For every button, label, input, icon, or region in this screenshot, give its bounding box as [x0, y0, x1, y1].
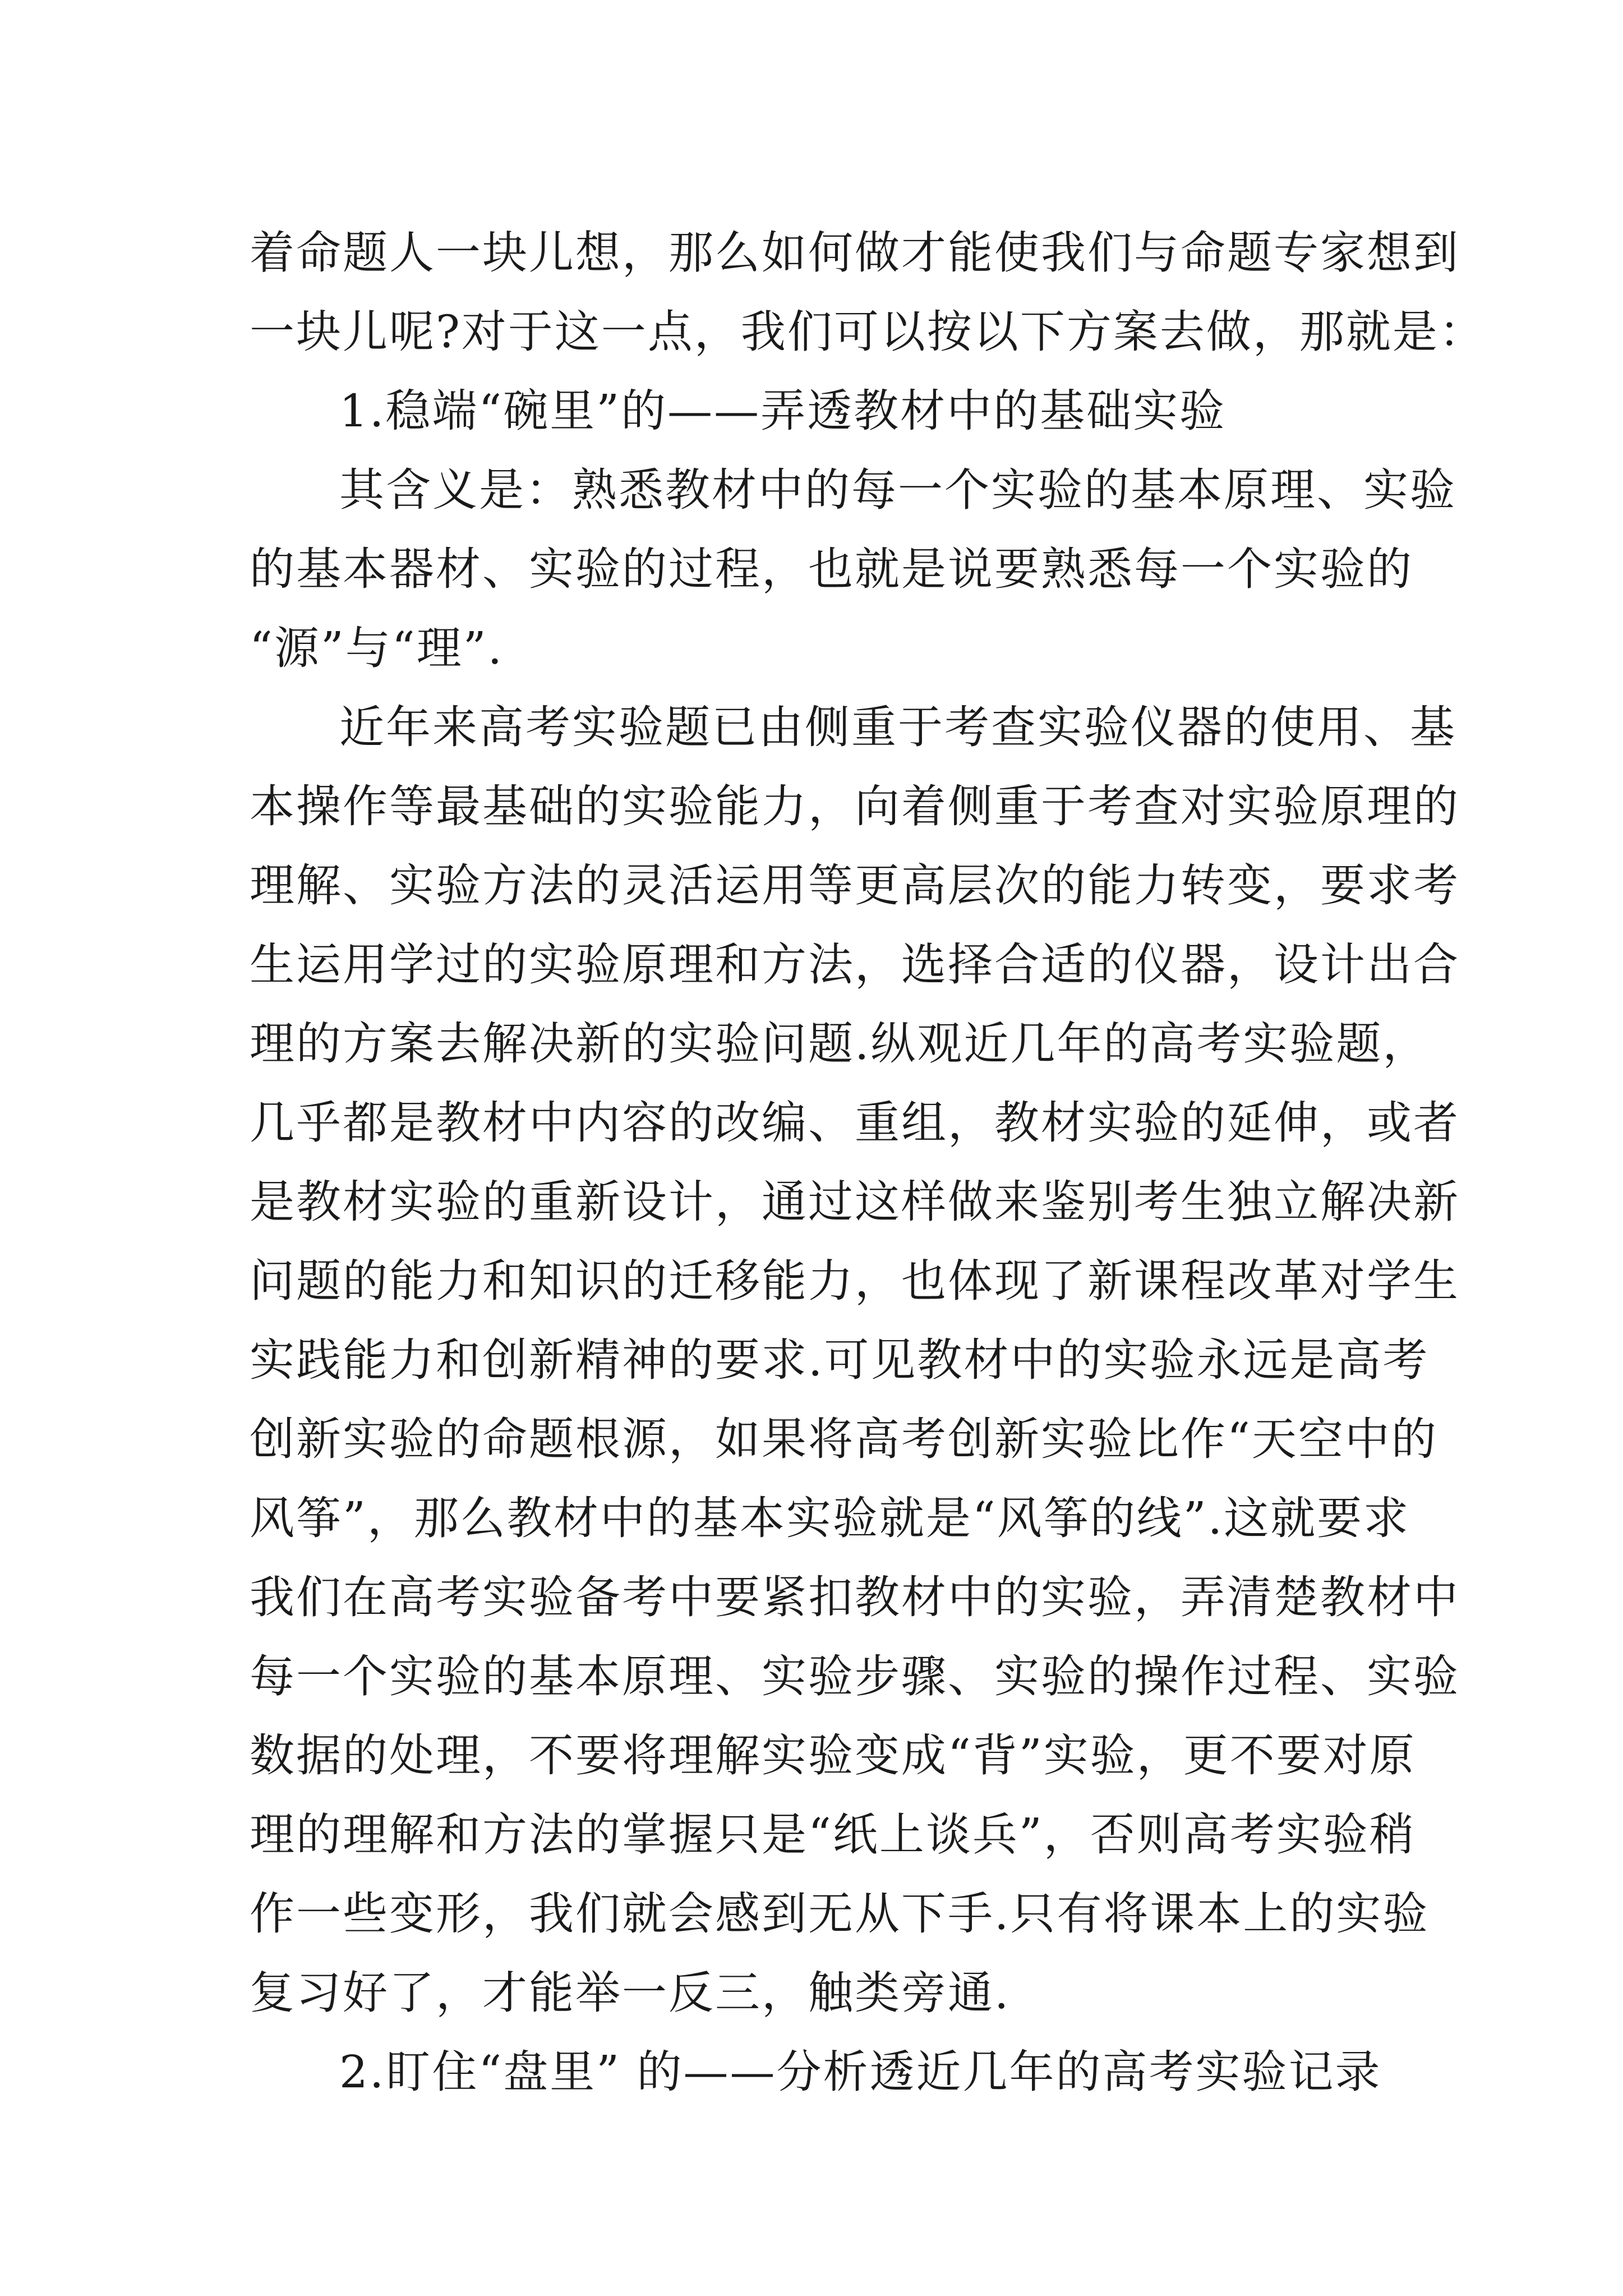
body-text [250, 213, 1486, 2111]
text-line: 问题的能力和知识的迁移能力，也体现了新课程改革对学生 [250, 1255, 1460, 1307]
text-line: 创新实验的命题根源，如果将高考创新实验比作“天空中的 [250, 1413, 1438, 1465]
text-line: 其含义是：熟悉教材中的每一个实验的基本原理、实验 [339, 464, 1456, 516]
text-line: 数据的处理，不要将理解实验变成“背”实验，更不要对原 [250, 1729, 1416, 1782]
text-line: 复习好了，才能举一反三，触类旁通. [250, 1967, 1011, 2019]
text-line: 理解、实验方法的灵活运用等更高层次的能力转变，要求考 [250, 859, 1460, 912]
text-line: 一块儿呢?对于这一点，我们可以按以下方案去做，那就是： [250, 306, 1486, 358]
text-line: 作一些变形，我们就会感到无从下手.只有将课本上的实验 [250, 1888, 1430, 1940]
text-line: 风筝”，那么教材中的基本实验就是“风筝的线”.这就要求 [250, 1492, 1410, 1544]
text-line: 生运用学过的实验原理和方法，选择合适的仪器，设计出合 [250, 938, 1460, 991]
text-line: 是教材实验的重新设计，通过这样做来鉴别考生独立解决新 [250, 1176, 1460, 1228]
text-line: 近年来高考实验题已由侧重于考查实验仪器的使用、基 [339, 701, 1456, 753]
text-line: 实践能力和创新精神的要求.可见教材中的实验永远是高考 [250, 1334, 1430, 1386]
text-line: 理的方案去解决新的实验问题.纵观近几年的高考实验题， [250, 1018, 1430, 1070]
section-heading-1: 1.稳端“碗里”的——弄透教材中的基础实验 [339, 385, 1227, 437]
text-line: “源”与“理”. [250, 622, 504, 674]
text-line: 理的理解和方法的掌握只是“纸上谈兵”，否则高考实验稍 [250, 1809, 1416, 1861]
text-line: 的基本器材、实验的过程，也就是说要熟悉每一个实验的 [250, 543, 1413, 595]
text-line: 每一个实验的基本原理、实验步骤、实验的操作过程、实验 [250, 1650, 1460, 1703]
section-heading-2: 2.盯住“盘里” 的——分析透近几年的高考实验记录 [339, 2046, 1382, 2098]
text-line: 着命题人一块儿想，那么如何做才能使我们与命题专家想到 [250, 227, 1460, 279]
text-line: 我们在高考实验备考中要紧扣教材中的实验，弄清楚教材中 [250, 1571, 1460, 1623]
text-line: 本操作等最基础的实验能力，向着侧重于考查对实验原理的 [250, 780, 1460, 832]
text-line: 几乎都是教材中内容的改编、重组，教材实验的延伸，或者 [250, 1097, 1460, 1149]
